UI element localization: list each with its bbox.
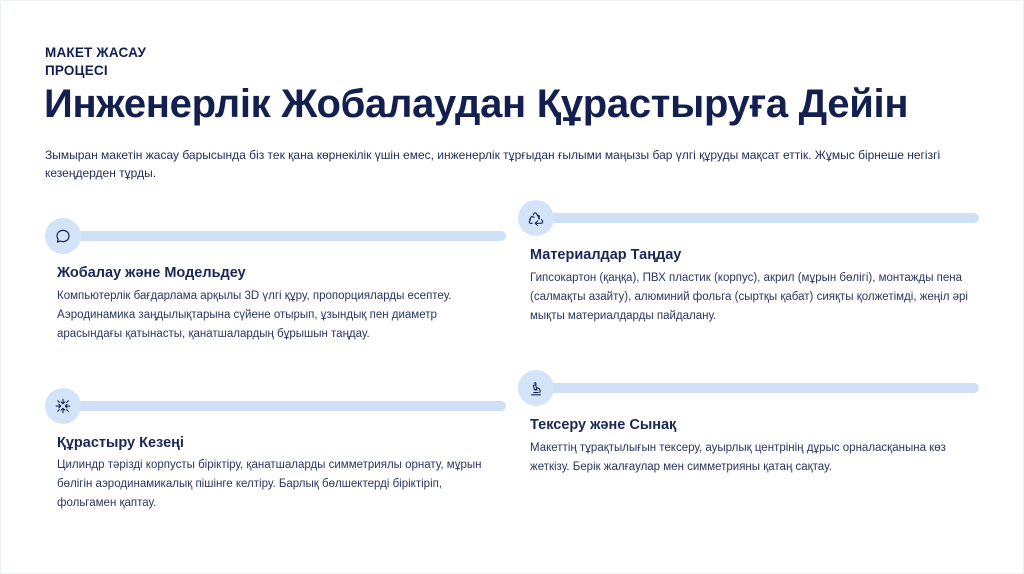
intro-paragraph: Зымыран макетін жасау барысында біз тек қана көрнекілік үшін емес, инженерлік тұрғыдан ғылыми маңызы бар үлгі құруды мақсат еттік. Жұмыс бірнеше негізгі кезеңдерден тұрды. (45, 148, 941, 180)
subtitle-line-1: МАКЕТ ЖАСАУ (45, 45, 147, 60)
step-heading: Тексеру және Сынақ (530, 417, 677, 433)
assemble-arrows-icon (45, 388, 81, 424)
step-bar (62, 231, 506, 241)
step-heading: Материалдар Таңдау (530, 247, 682, 263)
section-subtitle (45, 44, 245, 80)
step-heading: Жобалау және Модельдеу (57, 265, 246, 281)
microscope-icon (518, 370, 554, 406)
step-body: Гипсокартон (қаңқа), ПВХ пластик (корпус), акрил (мұрын бөлігі), монтажды пена (салмақты азайту), алюминий фольга (сыртқы қабат) сияқты қолжетімді, жеңіл әрі мықты материалдарды пайдалану. (530, 272, 968, 322)
recycle-icon (518, 200, 554, 236)
step-body: Макеттің тұрақтылығын тексеру, ауырлық центрінің дұрыс орналасқанына көз жеткізу. Берік жалғаулар мен симметрияны қатаң сақтау. (530, 442, 946, 473)
step-body: Компьютерлік бағдарлама арқылы 3D үлгі құру, пропорцияларды есептеу. Аэродинамика заңдылықтарына сүйене отырып, ұзындық пен диаметр арасындағы қатынасты, қанатшалардың бұрышын таңдау. (57, 290, 452, 340)
subtitle-line-2: ПРОЦЕСІ (45, 63, 108, 78)
step-bar (62, 401, 506, 411)
step-heading: Құрастыру Кезеңі (57, 435, 184, 451)
speech-bubble-icon (45, 218, 81, 254)
step-bar (535, 213, 979, 223)
page-title: Инженерлік Жобалаудан Құрастыруға Дейін (44, 82, 909, 126)
step-body: Цилиндр тәрізді корпусты біріктіру, қанатшаларды симметриялы орнату, мұрын бөлігін аэродинамикалық пішінге келтіру. Барлық бөлшектерді біріктіріп, фольгамен қаптау. (57, 459, 482, 509)
step-bar (535, 383, 979, 393)
